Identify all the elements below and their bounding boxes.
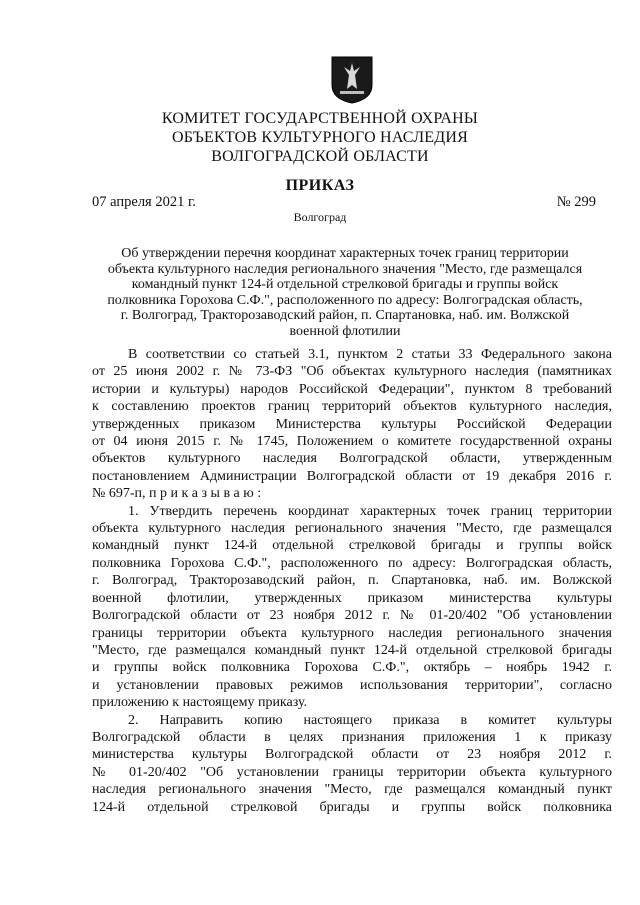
title-line: полковника Горохова С.Ф.", расположенного по адресу: Волгоградская область, — [107, 292, 583, 308]
coat-of-arms-icon — [330, 55, 374, 105]
body-line: наследия регионального значения "Место, где размещался командный пункт — [92, 782, 612, 798]
title-line: командный пункт 124-й отдельной стрелковой бригады и группы войск — [131, 277, 559, 292]
body-line: Волгоградской области в целях признания приложения 1 к приказу — [92, 729, 612, 745]
body-line: № 01-20/402 "Об установлении границы территории объекта культурного — [92, 764, 612, 780]
document-body — [92, 346, 612, 816]
body-line: утвержденных приказом Министерства культуры Российской Федерации — [92, 416, 612, 432]
body-line: военной флотилии, утвержденных приказом министерства культуры — [92, 590, 612, 606]
body-line: и группы войск полковника Горохова С.Ф.", октябрь – ноябрь 1942 г. — [92, 660, 612, 676]
body-line: 2. Направить копию настоящего приказа в комитет культуры — [128, 712, 612, 728]
title-line: г. Волгоград, Тракторозаводский район, п. Спартановка, наб. им. Волжской — [120, 308, 570, 323]
body-line: истории и культуры) народов Российской Федерации", пунктом 8 требований — [92, 381, 612, 397]
org-line: ВОЛГОГРАДСКОЙ ОБЛАСТИ — [211, 148, 429, 165]
body-line: постановлением Администрации Волгоградской области от 19 декабря 2016 г. — [92, 468, 612, 484]
document-type: ПРИКАЗ — [285, 177, 355, 194]
body-line: 124-й отдельной стрелковой бригады и группы войск полковника — [92, 799, 612, 815]
body-line: 1. Утвердить перечень координат характерных точек границ территории — [128, 503, 612, 519]
body-line: границы территории объекта культурного наследия регионального значения — [92, 625, 612, 641]
body-line: Волгоградской области от 23 ноября 2012 г. № 01-20/402 "Об установлении — [92, 608, 612, 624]
document-city: Волгоград — [293, 210, 347, 224]
body-line: приложению к настоящему приказу. — [92, 695, 308, 711]
body-line: № 697-п, п р и к а з ы в а ю : — [92, 486, 262, 502]
body-line: командный пункт 124-й отдельной стрелковой бригады и группы войск — [92, 538, 612, 554]
body-line: В соответствии со статьей 3.1, пунктом 2 статьи 33 Федерального закона — [128, 347, 612, 362]
document-title — [92, 246, 598, 339]
document-date: 07 апреля 2021 г. — [92, 194, 196, 210]
body-line: от 04 июня 2015 г. № 1745, Положением о комитете государственной охраны — [92, 434, 612, 450]
body-line: министерства культуры Волгоградской области от 23 ноября 2012 г. — [92, 747, 612, 763]
document-number: № 299 — [556, 194, 596, 210]
body-line: от 25 июня 2002 г. № 73-ФЗ "Об объектах культурного наследия (памятниках — [92, 364, 612, 380]
organization-name — [0, 109, 640, 166]
body-line: "Место, где размещался командный пункт 124-й отдельной стрелковой бригады — [92, 642, 612, 658]
title-line: военной флотилии — [289, 323, 401, 339]
org-line: КОМИТЕТ ГОСУДАРСТВЕННОЙ ОХРАНЫ — [161, 110, 479, 127]
body-line: объекта культурного наследия регионального значения "Место, где размещался — [92, 521, 612, 537]
org-line: ОБЪЕКТОВ КУЛЬТУРНОГО НАСЛЕДИЯ — [171, 129, 469, 146]
body-line: и установлении правовых режимов использования территории", согласно — [92, 677, 612, 693]
body-line: г. Волгоград, Тракторозаводский район, п. Спартановка, наб. им. Волжской — [92, 573, 612, 589]
body-line: полковника Горохова С.Ф.", расположенного по адресу: Волгоградская область, — [92, 555, 612, 571]
body-line: объектов культурного наследия Волгоградской области, утвержденным — [92, 451, 612, 467]
title-line: объекта культурного наследия регионального значения "Место, где размещался — [107, 261, 583, 277]
body-line: к составлению проектов границ территорий объектов культурного наследия, — [92, 399, 612, 415]
title-line: Об утверждении перечня координат характерных точек границ территории — [121, 246, 569, 261]
